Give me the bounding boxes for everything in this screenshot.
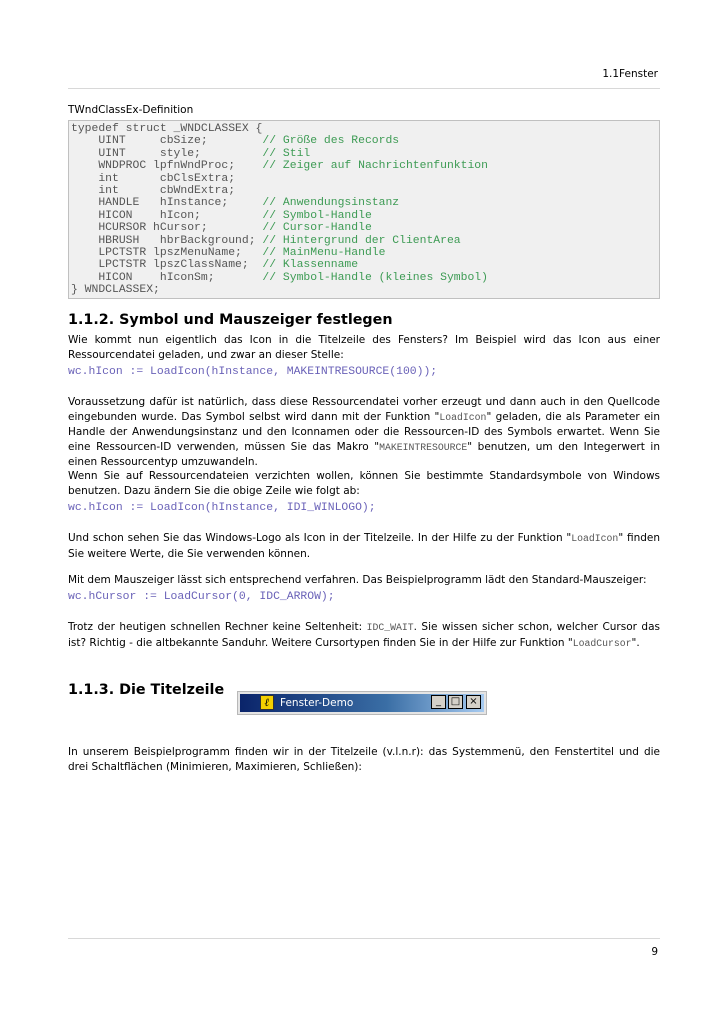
struct-code-line bbox=[71, 210, 659, 222]
code-comment: // Symbol-Handle bbox=[262, 209, 372, 222]
code-loadicon-resource: wc.hIcon := LoadIcon(hInstance, MAKEINTRESOURCE(100)); bbox=[68, 366, 438, 379]
system-menu-icon[interactable]: ℓ bbox=[260, 695, 274, 710]
code-text: WNDPROC lpfnWndProc; bbox=[71, 160, 263, 173]
code-loadicon-winlogo: wc.hIcon := LoadIcon(hInstance, IDI_WINLOGO); bbox=[68, 502, 376, 515]
code-text: HICON hIconSm; bbox=[71, 271, 263, 284]
inline-code-loadicon: LoadIcon bbox=[439, 411, 487, 423]
running-title: 1.1Fenster bbox=[602, 68, 658, 80]
code-comment: // Klassenname bbox=[262, 259, 359, 272]
struct-code-line bbox=[71, 222, 659, 234]
code-text: HICON hIcon; bbox=[71, 209, 263, 222]
code-text: LPCTSTR lpszClassName; bbox=[71, 259, 263, 272]
code-text: UINT style; bbox=[71, 147, 263, 160]
code-comment: // MainMenu-Handle bbox=[262, 246, 386, 259]
code-text: int cbWndExtra; bbox=[71, 184, 236, 197]
struct-code-line bbox=[71, 284, 659, 296]
code-text: HCURSOR hCursor; bbox=[71, 222, 263, 235]
titlebar-section bbox=[68, 681, 660, 719]
code-text: } WNDCLASSEX; bbox=[71, 284, 160, 297]
code-loadcursor: wc.hCursor := LoadCursor(0, IDC_ARROW); bbox=[68, 591, 335, 604]
window-titlebar bbox=[240, 694, 484, 712]
code-text: typedef struct _WNDCLASSEX { bbox=[71, 123, 263, 135]
window-screenshot bbox=[237, 691, 487, 715]
code-text: int cbClsExtra; bbox=[71, 172, 236, 185]
struct-code-line bbox=[71, 247, 659, 259]
inline-code-loadicon-2: LoadIcon bbox=[571, 533, 619, 545]
struct-code-line bbox=[71, 235, 659, 247]
paragraph-standard-icons: Wenn Sie auf Ressourcendateien verzichten wollen, können Sie bestimmte Standardsymbole von Windows benutzen. Dazu ändern Sie die obige Zeile wie folgt ab: bbox=[68, 470, 660, 497]
paragraph-cursor: Mit dem Mauszeiger lässt sich entsprechend verfahren. Das Beispielprogramm lädt den Standard-Mauszeiger: bbox=[68, 573, 647, 586]
inline-code-idc-wait: IDC_WAIT bbox=[366, 622, 414, 634]
paragraph-resource: Voraussetzung dafür ist natürlich, dass diese Ressourcendatei vorher erzeugt und dann auch in den Quellcode eingebunden wurde. Das Symbol selbst wird dann mit der Funktion "LoadIcon" geladen, die als Parameter ein Handle der Anwendungsinstanz und den Iconnamen oder die Ressourcen-ID des Symbols erwartet. Wenn Sie eine Ressourcen-ID verwenden, müssen Sie das Makro "MAKEINTRESOURCE" benutzen, um den Integerwert in einen Ressourcentyp umzuwandeln. bbox=[68, 396, 660, 468]
struct-code-line bbox=[71, 259, 659, 271]
window-title: Fenster-Demo bbox=[280, 697, 354, 710]
code-comment: // Stil bbox=[262, 147, 311, 160]
header-rule bbox=[68, 88, 660, 89]
paragraph-wait-cursor: Trotz der heutigen schnellen Rechner keine Seltenheit: IDC_WAIT. Sie wissen sicher schon, welcher Cursor das ist? Richtig - die altbekannte Sanduhr. Weitere Cursortypen finden Sie in der Hilfe zur Funktion "LoadCursor". bbox=[68, 621, 660, 649]
struct-code-line bbox=[71, 272, 659, 284]
footer-rule bbox=[68, 938, 660, 939]
code-comment: // Symbol-Handle (kleines Symbol) bbox=[262, 271, 488, 284]
code-comment: // Hintergrund der ClientArea bbox=[262, 234, 461, 247]
section-heading-113: 1.1.3. Die Titelzeile bbox=[68, 682, 225, 699]
code-text: UINT cbSize; bbox=[71, 135, 263, 148]
inline-code-makeintresource: MAKEINTRESOURCE bbox=[379, 441, 468, 453]
struct-code-line bbox=[71, 160, 659, 172]
maximize-button[interactable]: □ bbox=[448, 695, 463, 709]
code-comment: // Größe des Records bbox=[262, 135, 400, 148]
struct-code-line bbox=[71, 185, 659, 197]
code-comment: // Cursor-Handle bbox=[262, 222, 372, 235]
paragraph-windows-logo: Und schon sehen Sie das Windows-Logo als Icon in der Titelzeile. In der Hilfe zu der Funktion "LoadIcon" finden Sie weitere Werte, die Sie verwenden können. bbox=[68, 532, 660, 560]
inline-code-loadcursor: LoadCursor bbox=[572, 637, 632, 649]
code-text: HANDLE hInstance; bbox=[71, 197, 263, 210]
code-comment: // Anwendungsinstanz bbox=[262, 197, 400, 210]
struct-code-line bbox=[71, 148, 659, 160]
code-comment: // Zeiger auf Nachrichtenfunktion bbox=[262, 160, 488, 173]
struct-code-line bbox=[71, 135, 659, 147]
paragraph-titlebar: In unserem Beispielprogramm finden wir in der Titelzeile (v.l.n.r): das Systemmenü, den Fenstertitel und die drei Schaltflächen (Minimieren, Maximieren, Schließen): bbox=[68, 746, 660, 773]
struct-caption: TWndClassEx-Definition bbox=[68, 104, 194, 116]
close-button[interactable]: × bbox=[466, 695, 481, 709]
struct-code-line bbox=[71, 197, 659, 209]
paragraph-intro: Wie kommt nun eigentlich das Icon in die Titelzeile des Fensters? Im Beispiel wird das Icon aus einer Ressourcendatei geladen, und zwar an dieser Stelle: bbox=[68, 334, 660, 361]
section-heading-112: 1.1.2. Symbol und Mauszeiger festlegen bbox=[68, 312, 393, 329]
struct-code-block bbox=[68, 120, 660, 299]
code-text: LPCTSTR lpszMenuName; bbox=[71, 246, 263, 259]
page-content bbox=[68, 104, 660, 774]
struct-code-line bbox=[71, 123, 659, 135]
minimize-button[interactable]: _ bbox=[431, 695, 446, 709]
struct-code-line bbox=[71, 173, 659, 185]
code-text: HBRUSH hbrBackground; bbox=[71, 234, 263, 247]
page-number: 9 bbox=[651, 946, 658, 958]
